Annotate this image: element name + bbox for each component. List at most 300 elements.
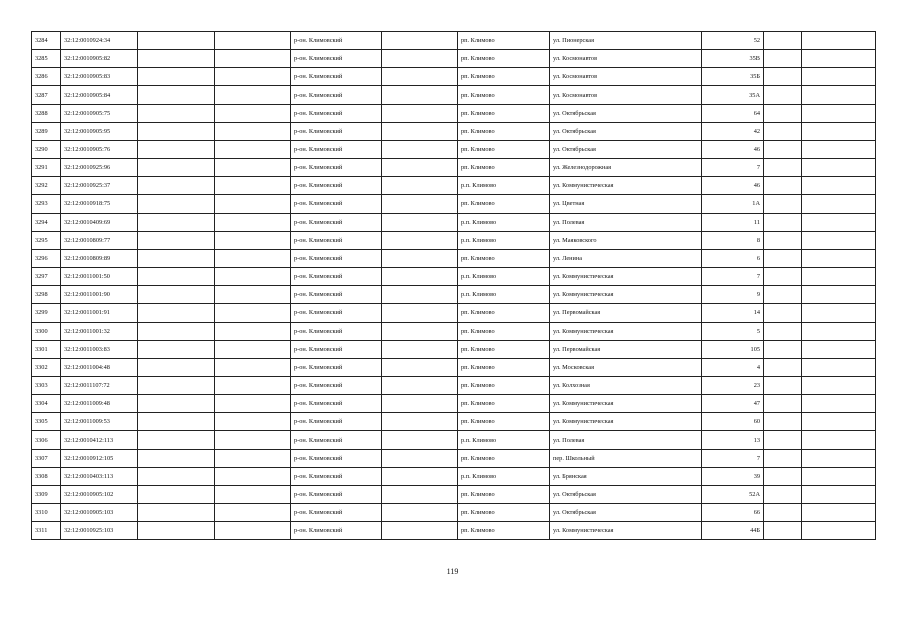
- cell-cadastral-number: 32:12:0010925:96: [61, 159, 138, 177]
- cell-locality: рп. Климово: [458, 449, 550, 467]
- cell-empty: [802, 249, 876, 267]
- table-row: [32, 268, 876, 286]
- cell-empty: [215, 322, 291, 340]
- cell-locality: рп. Климово: [458, 159, 550, 177]
- cell-empty: [764, 358, 802, 376]
- table-row: [32, 413, 876, 431]
- registry-body: [32, 32, 876, 540]
- cell-empty: [764, 467, 802, 485]
- cell-empty: [382, 213, 458, 231]
- cell-empty: [802, 304, 876, 322]
- cell-empty: [215, 50, 291, 68]
- cell-locality: рп. Климово: [458, 358, 550, 376]
- cell-house: 11: [702, 213, 764, 231]
- cell-empty: [215, 159, 291, 177]
- cell-empty: [802, 358, 876, 376]
- cell-empty: [215, 122, 291, 140]
- cell-empty: [138, 467, 215, 485]
- cell-empty: [802, 449, 876, 467]
- cell-district: р-он. Климовский: [291, 86, 382, 104]
- cell-locality: рп. Климово: [458, 522, 550, 540]
- cell-district: р-он. Климовский: [291, 485, 382, 503]
- cell-empty: [764, 485, 802, 503]
- cell-street: ул. Маяковского: [550, 231, 702, 249]
- cell-empty: [764, 104, 802, 122]
- cell-cadastral-number: 32:12:0010925:103: [61, 522, 138, 540]
- cell-house: 105: [702, 340, 764, 358]
- cell-empty: [764, 431, 802, 449]
- cell-empty: [764, 413, 802, 431]
- cell-house: 42: [702, 122, 764, 140]
- cell-street: ул. Космонавтов: [550, 86, 702, 104]
- cell-house: 52А: [702, 485, 764, 503]
- cell-street: ул. Брянская: [550, 467, 702, 485]
- cell-house: 7: [702, 268, 764, 286]
- cell-empty: [382, 268, 458, 286]
- cell-empty: [382, 322, 458, 340]
- cell-empty: [382, 50, 458, 68]
- cell-district: р-он. Климовский: [291, 522, 382, 540]
- cell-number: 3298: [32, 286, 61, 304]
- cell-house: 35В: [702, 50, 764, 68]
- cell-empty: [802, 50, 876, 68]
- cell-street: ул. Октябрьская: [550, 504, 702, 522]
- cell-number: 3302: [32, 358, 61, 376]
- cell-empty: [138, 32, 215, 50]
- cell-empty: [138, 485, 215, 503]
- cell-empty: [382, 195, 458, 213]
- cell-empty: [764, 522, 802, 540]
- cell-empty: [138, 431, 215, 449]
- cell-locality: рп. Климово: [458, 395, 550, 413]
- cell-empty: [802, 322, 876, 340]
- cell-number: 3286: [32, 68, 61, 86]
- cell-empty: [215, 249, 291, 267]
- cell-empty: [138, 449, 215, 467]
- cell-cadastral-number: 32:12:0010905:83: [61, 68, 138, 86]
- cell-empty: [138, 395, 215, 413]
- cell-district: р-он. Климовский: [291, 358, 382, 376]
- cell-locality: рп. Климово: [458, 68, 550, 86]
- cell-empty: [138, 376, 215, 394]
- cell-cadastral-number: 32:12:0011107:72: [61, 376, 138, 394]
- cell-cadastral-number: 32:12:0010912:105: [61, 449, 138, 467]
- cell-empty: [802, 431, 876, 449]
- cell-empty: [802, 86, 876, 104]
- cell-empty: [764, 213, 802, 231]
- cell-empty: [215, 231, 291, 249]
- cell-empty: [802, 104, 876, 122]
- cell-empty: [764, 449, 802, 467]
- cell-street: ул. Коммунистическая: [550, 322, 702, 340]
- cell-empty: [382, 104, 458, 122]
- cell-empty: [802, 213, 876, 231]
- cell-number: 3301: [32, 340, 61, 358]
- cell-house: 7: [702, 449, 764, 467]
- cell-cadastral-number: 32:12:0010925:37: [61, 177, 138, 195]
- cell-district: р-он. Климовский: [291, 467, 382, 485]
- cell-empty: [802, 340, 876, 358]
- cell-house: 1А: [702, 195, 764, 213]
- cell-locality: рп. Климово: [458, 304, 550, 322]
- cell-empty: [764, 68, 802, 86]
- cell-cadastral-number: 32:12:0011009:53: [61, 413, 138, 431]
- page-number: 119: [446, 567, 459, 576]
- cell-district: р-он. Климовский: [291, 322, 382, 340]
- cell-district: р-он. Климовский: [291, 213, 382, 231]
- table-row: [32, 340, 876, 358]
- cell-cadastral-number: 32:12:0010905:82: [61, 50, 138, 68]
- cell-empty: [138, 304, 215, 322]
- cell-empty: [764, 340, 802, 358]
- cell-empty: [215, 32, 291, 50]
- cell-empty: [138, 249, 215, 267]
- cell-cadastral-number: 32:12:0011009:48: [61, 395, 138, 413]
- cell-house: 9: [702, 286, 764, 304]
- cell-empty: [382, 413, 458, 431]
- cell-number: 3290: [32, 140, 61, 158]
- cell-house: 7: [702, 159, 764, 177]
- cell-cadastral-number: 32:12:0010905:95: [61, 122, 138, 140]
- cell-street: ул. Космонавтов: [550, 68, 702, 86]
- cell-empty: [764, 140, 802, 158]
- cell-house: 52: [702, 32, 764, 50]
- cell-house: 4: [702, 358, 764, 376]
- table-row: [32, 358, 876, 376]
- cell-empty: [138, 286, 215, 304]
- cell-locality: рп. Климово: [458, 376, 550, 394]
- table-row: [32, 286, 876, 304]
- cell-number: 3303: [32, 376, 61, 394]
- cell-house: 39: [702, 467, 764, 485]
- cell-street: пер. Школьный: [550, 449, 702, 467]
- cell-empty: [802, 376, 876, 394]
- cell-locality: рп. Климово: [458, 104, 550, 122]
- cell-house: 47: [702, 395, 764, 413]
- cell-cadastral-number: 32:12:0010905:84: [61, 86, 138, 104]
- cell-number: 3293: [32, 195, 61, 213]
- cell-house: 60: [702, 413, 764, 431]
- cell-cadastral-number: 32:12:0011001:50: [61, 268, 138, 286]
- cell-number: 3304: [32, 395, 61, 413]
- cell-empty: [764, 32, 802, 50]
- table-row: [32, 213, 876, 231]
- table-row: [32, 449, 876, 467]
- cell-district: р-он. Климовский: [291, 195, 382, 213]
- cell-empty: [382, 122, 458, 140]
- cell-street: ул. Коммунистическая: [550, 413, 702, 431]
- cell-empty: [802, 32, 876, 50]
- cell-empty: [138, 50, 215, 68]
- cell-empty: [138, 104, 215, 122]
- cell-empty: [764, 249, 802, 267]
- cell-cadastral-number: 32:12:0011001:90: [61, 286, 138, 304]
- cell-street: ул. Московская: [550, 358, 702, 376]
- cell-number: 3299: [32, 304, 61, 322]
- cell-house: 44Б: [702, 522, 764, 540]
- cell-empty: [215, 140, 291, 158]
- cell-locality: рп. Климово: [458, 50, 550, 68]
- cell-empty: [382, 504, 458, 522]
- cell-empty: [802, 467, 876, 485]
- cell-street: ул. Коммунистическая: [550, 268, 702, 286]
- cell-empty: [764, 304, 802, 322]
- cell-empty: [138, 322, 215, 340]
- cell-district: р-он. Климовский: [291, 449, 382, 467]
- cell-empty: [215, 449, 291, 467]
- table-row: [32, 122, 876, 140]
- cell-locality: рп. Климово: [458, 485, 550, 503]
- cell-empty: [764, 122, 802, 140]
- cell-district: р-он. Климовский: [291, 340, 382, 358]
- cell-empty: [764, 504, 802, 522]
- cell-district: р-он. Климовский: [291, 504, 382, 522]
- table-row: [32, 68, 876, 86]
- cell-empty: [138, 159, 215, 177]
- cell-empty: [802, 68, 876, 86]
- cell-empty: [382, 159, 458, 177]
- cell-empty: [215, 268, 291, 286]
- cell-number: 3291: [32, 159, 61, 177]
- table-row: [32, 231, 876, 249]
- cell-district: р-он. Климовский: [291, 231, 382, 249]
- cell-empty: [138, 177, 215, 195]
- cell-district: р-он. Климовский: [291, 140, 382, 158]
- cell-street: ул. Ленина: [550, 249, 702, 267]
- cell-cadastral-number: 32:12:0011001:32: [61, 322, 138, 340]
- cell-locality: рп. Климово: [458, 122, 550, 140]
- cell-street: ул. Коммунистическая: [550, 177, 702, 195]
- cell-street: ул. Октябрьская: [550, 122, 702, 140]
- cell-district: р-он. Климовский: [291, 159, 382, 177]
- cell-number: 3310: [32, 504, 61, 522]
- cell-empty: [138, 358, 215, 376]
- cell-house: 35А: [702, 86, 764, 104]
- cell-district: р-он. Климовский: [291, 413, 382, 431]
- table-row: [32, 177, 876, 195]
- table-row: [32, 467, 876, 485]
- cell-empty: [764, 286, 802, 304]
- cell-number: 3296: [32, 249, 61, 267]
- table-row: [32, 504, 876, 522]
- cell-locality: рп. Климово: [458, 32, 550, 50]
- cell-district: р-он. Климовский: [291, 376, 382, 394]
- cell-number: 3305: [32, 413, 61, 431]
- table-row: [32, 32, 876, 50]
- cell-house: 14: [702, 304, 764, 322]
- cell-empty: [382, 467, 458, 485]
- cell-empty: [138, 522, 215, 540]
- cell-number: 3284: [32, 32, 61, 50]
- cell-cadastral-number: 32:12:0010809:77: [61, 231, 138, 249]
- cell-empty: [215, 395, 291, 413]
- cell-cadastral-number: 32:12:0010905:75: [61, 104, 138, 122]
- cell-empty: [382, 485, 458, 503]
- cell-empty: [382, 395, 458, 413]
- cell-locality: рп. Климово: [458, 322, 550, 340]
- cell-number: 3308: [32, 467, 61, 485]
- cell-number: 3289: [32, 122, 61, 140]
- table-row: [32, 322, 876, 340]
- cell-empty: [215, 104, 291, 122]
- cell-cadastral-number: 32:12:0011004:48: [61, 358, 138, 376]
- registry-table: [31, 31, 876, 540]
- cell-empty: [802, 231, 876, 249]
- cell-empty: [802, 195, 876, 213]
- cell-empty: [382, 177, 458, 195]
- cell-empty: [138, 195, 215, 213]
- cell-cadastral-number: 32:12:0010924:34: [61, 32, 138, 50]
- cell-cadastral-number: 32:12:0011003:83: [61, 340, 138, 358]
- cell-empty: [764, 195, 802, 213]
- cell-cadastral-number: 32:12:0010409:69: [61, 213, 138, 231]
- cell-empty: [802, 159, 876, 177]
- cell-district: р-он. Климовский: [291, 68, 382, 86]
- cell-empty: [215, 304, 291, 322]
- cell-street: ул. Октябрьская: [550, 140, 702, 158]
- cell-empty: [382, 449, 458, 467]
- cell-empty: [802, 522, 876, 540]
- cell-street: ул. Полевая: [550, 431, 702, 449]
- cell-number: 3311: [32, 522, 61, 540]
- cell-locality: рп. Климово: [458, 504, 550, 522]
- table-row: [32, 395, 876, 413]
- cell-house: 64: [702, 104, 764, 122]
- cell-locality: рп. Климово: [458, 249, 550, 267]
- cell-district: р-он. Климовский: [291, 249, 382, 267]
- cell-number: 3294: [32, 213, 61, 231]
- table-row: [32, 249, 876, 267]
- cell-locality: рп. Климово: [458, 195, 550, 213]
- cell-street: ул. Колхозная: [550, 376, 702, 394]
- cell-empty: [764, 177, 802, 195]
- cell-street: ул. Первомайская: [550, 340, 702, 358]
- table-row: [32, 140, 876, 158]
- cell-locality: р.п. Климово: [458, 268, 550, 286]
- cell-cadastral-number: 32:12:0010905:103: [61, 504, 138, 522]
- cell-empty: [215, 431, 291, 449]
- cell-locality: рп. Климово: [458, 140, 550, 158]
- cell-empty: [802, 177, 876, 195]
- cell-empty: [215, 522, 291, 540]
- table-row: [32, 104, 876, 122]
- cell-empty: [138, 231, 215, 249]
- cell-district: р-он. Климовский: [291, 268, 382, 286]
- cell-number: 3297: [32, 268, 61, 286]
- cell-empty: [382, 68, 458, 86]
- cell-house: 23: [702, 376, 764, 394]
- cell-empty: [802, 413, 876, 431]
- cell-number: 3306: [32, 431, 61, 449]
- cell-house: 46: [702, 177, 764, 195]
- cell-street: ул. Коммунистическая: [550, 286, 702, 304]
- cell-empty: [764, 395, 802, 413]
- cell-empty: [802, 122, 876, 140]
- table-row: [32, 50, 876, 68]
- cell-empty: [138, 86, 215, 104]
- cell-cadastral-number: 32:12:0010403:113: [61, 467, 138, 485]
- table-row: [32, 195, 876, 213]
- cell-number: 3309: [32, 485, 61, 503]
- cell-house: 6: [702, 249, 764, 267]
- cell-empty: [215, 177, 291, 195]
- table-row: [32, 522, 876, 540]
- cell-cadastral-number: 32:12:0010412:113: [61, 431, 138, 449]
- cell-locality: р.п. Климово: [458, 177, 550, 195]
- cell-district: р-он. Климовский: [291, 50, 382, 68]
- cell-empty: [382, 304, 458, 322]
- cell-empty: [382, 358, 458, 376]
- cell-locality: р.п. Климово: [458, 286, 550, 304]
- cell-street: ул. Космонавтов: [550, 50, 702, 68]
- cell-house: 5: [702, 322, 764, 340]
- cell-street: ул. Пионерская: [550, 32, 702, 50]
- table-row: [32, 304, 876, 322]
- cell-empty: [215, 413, 291, 431]
- cell-street: ул. Первомайская: [550, 304, 702, 322]
- cell-empty: [382, 340, 458, 358]
- cell-empty: [215, 376, 291, 394]
- cell-empty: [138, 340, 215, 358]
- cell-empty: [764, 86, 802, 104]
- cell-empty: [138, 213, 215, 231]
- cell-empty: [215, 504, 291, 522]
- cell-empty: [138, 140, 215, 158]
- cell-district: р-он. Климовский: [291, 122, 382, 140]
- cell-street: ул. Железнодорожная: [550, 159, 702, 177]
- cell-empty: [215, 358, 291, 376]
- cell-district: р-он. Климовский: [291, 431, 382, 449]
- cell-empty: [382, 86, 458, 104]
- cell-empty: [764, 322, 802, 340]
- cell-empty: [764, 159, 802, 177]
- cell-locality: рп. Климово: [458, 413, 550, 431]
- cell-empty: [215, 213, 291, 231]
- cell-empty: [382, 231, 458, 249]
- cell-locality: р.п. Климово: [458, 231, 550, 249]
- cell-cadastral-number: 32:12:0010905:76: [61, 140, 138, 158]
- cell-empty: [382, 286, 458, 304]
- cell-street: ул. Октябрьская: [550, 485, 702, 503]
- cell-locality: р.п. Климово: [458, 431, 550, 449]
- cell-number: 3288: [32, 104, 61, 122]
- cell-district: р-он. Климовский: [291, 286, 382, 304]
- cell-empty: [215, 467, 291, 485]
- cell-empty: [764, 268, 802, 286]
- cell-cadastral-number: 32:12:0010905:102: [61, 485, 138, 503]
- table-row: [32, 431, 876, 449]
- cell-empty: [138, 122, 215, 140]
- cell-empty: [382, 140, 458, 158]
- cell-district: р-он. Климовский: [291, 177, 382, 195]
- cell-empty: [215, 68, 291, 86]
- cell-empty: [215, 195, 291, 213]
- cell-number: 3300: [32, 322, 61, 340]
- cell-empty: [138, 268, 215, 286]
- cell-number: 3285: [32, 50, 61, 68]
- cell-street: ул. Октябрьская: [550, 104, 702, 122]
- cell-street: ул. Коммунистическая: [550, 522, 702, 540]
- cell-empty: [802, 395, 876, 413]
- cell-district: р-он. Климовский: [291, 32, 382, 50]
- cell-empty: [802, 485, 876, 503]
- cell-empty: [382, 522, 458, 540]
- cell-cadastral-number: 32:12:0011001:91: [61, 304, 138, 322]
- cell-locality: р.п. Климово: [458, 213, 550, 231]
- cell-empty: [802, 286, 876, 304]
- cell-empty: [215, 485, 291, 503]
- cell-district: р-он. Климовский: [291, 104, 382, 122]
